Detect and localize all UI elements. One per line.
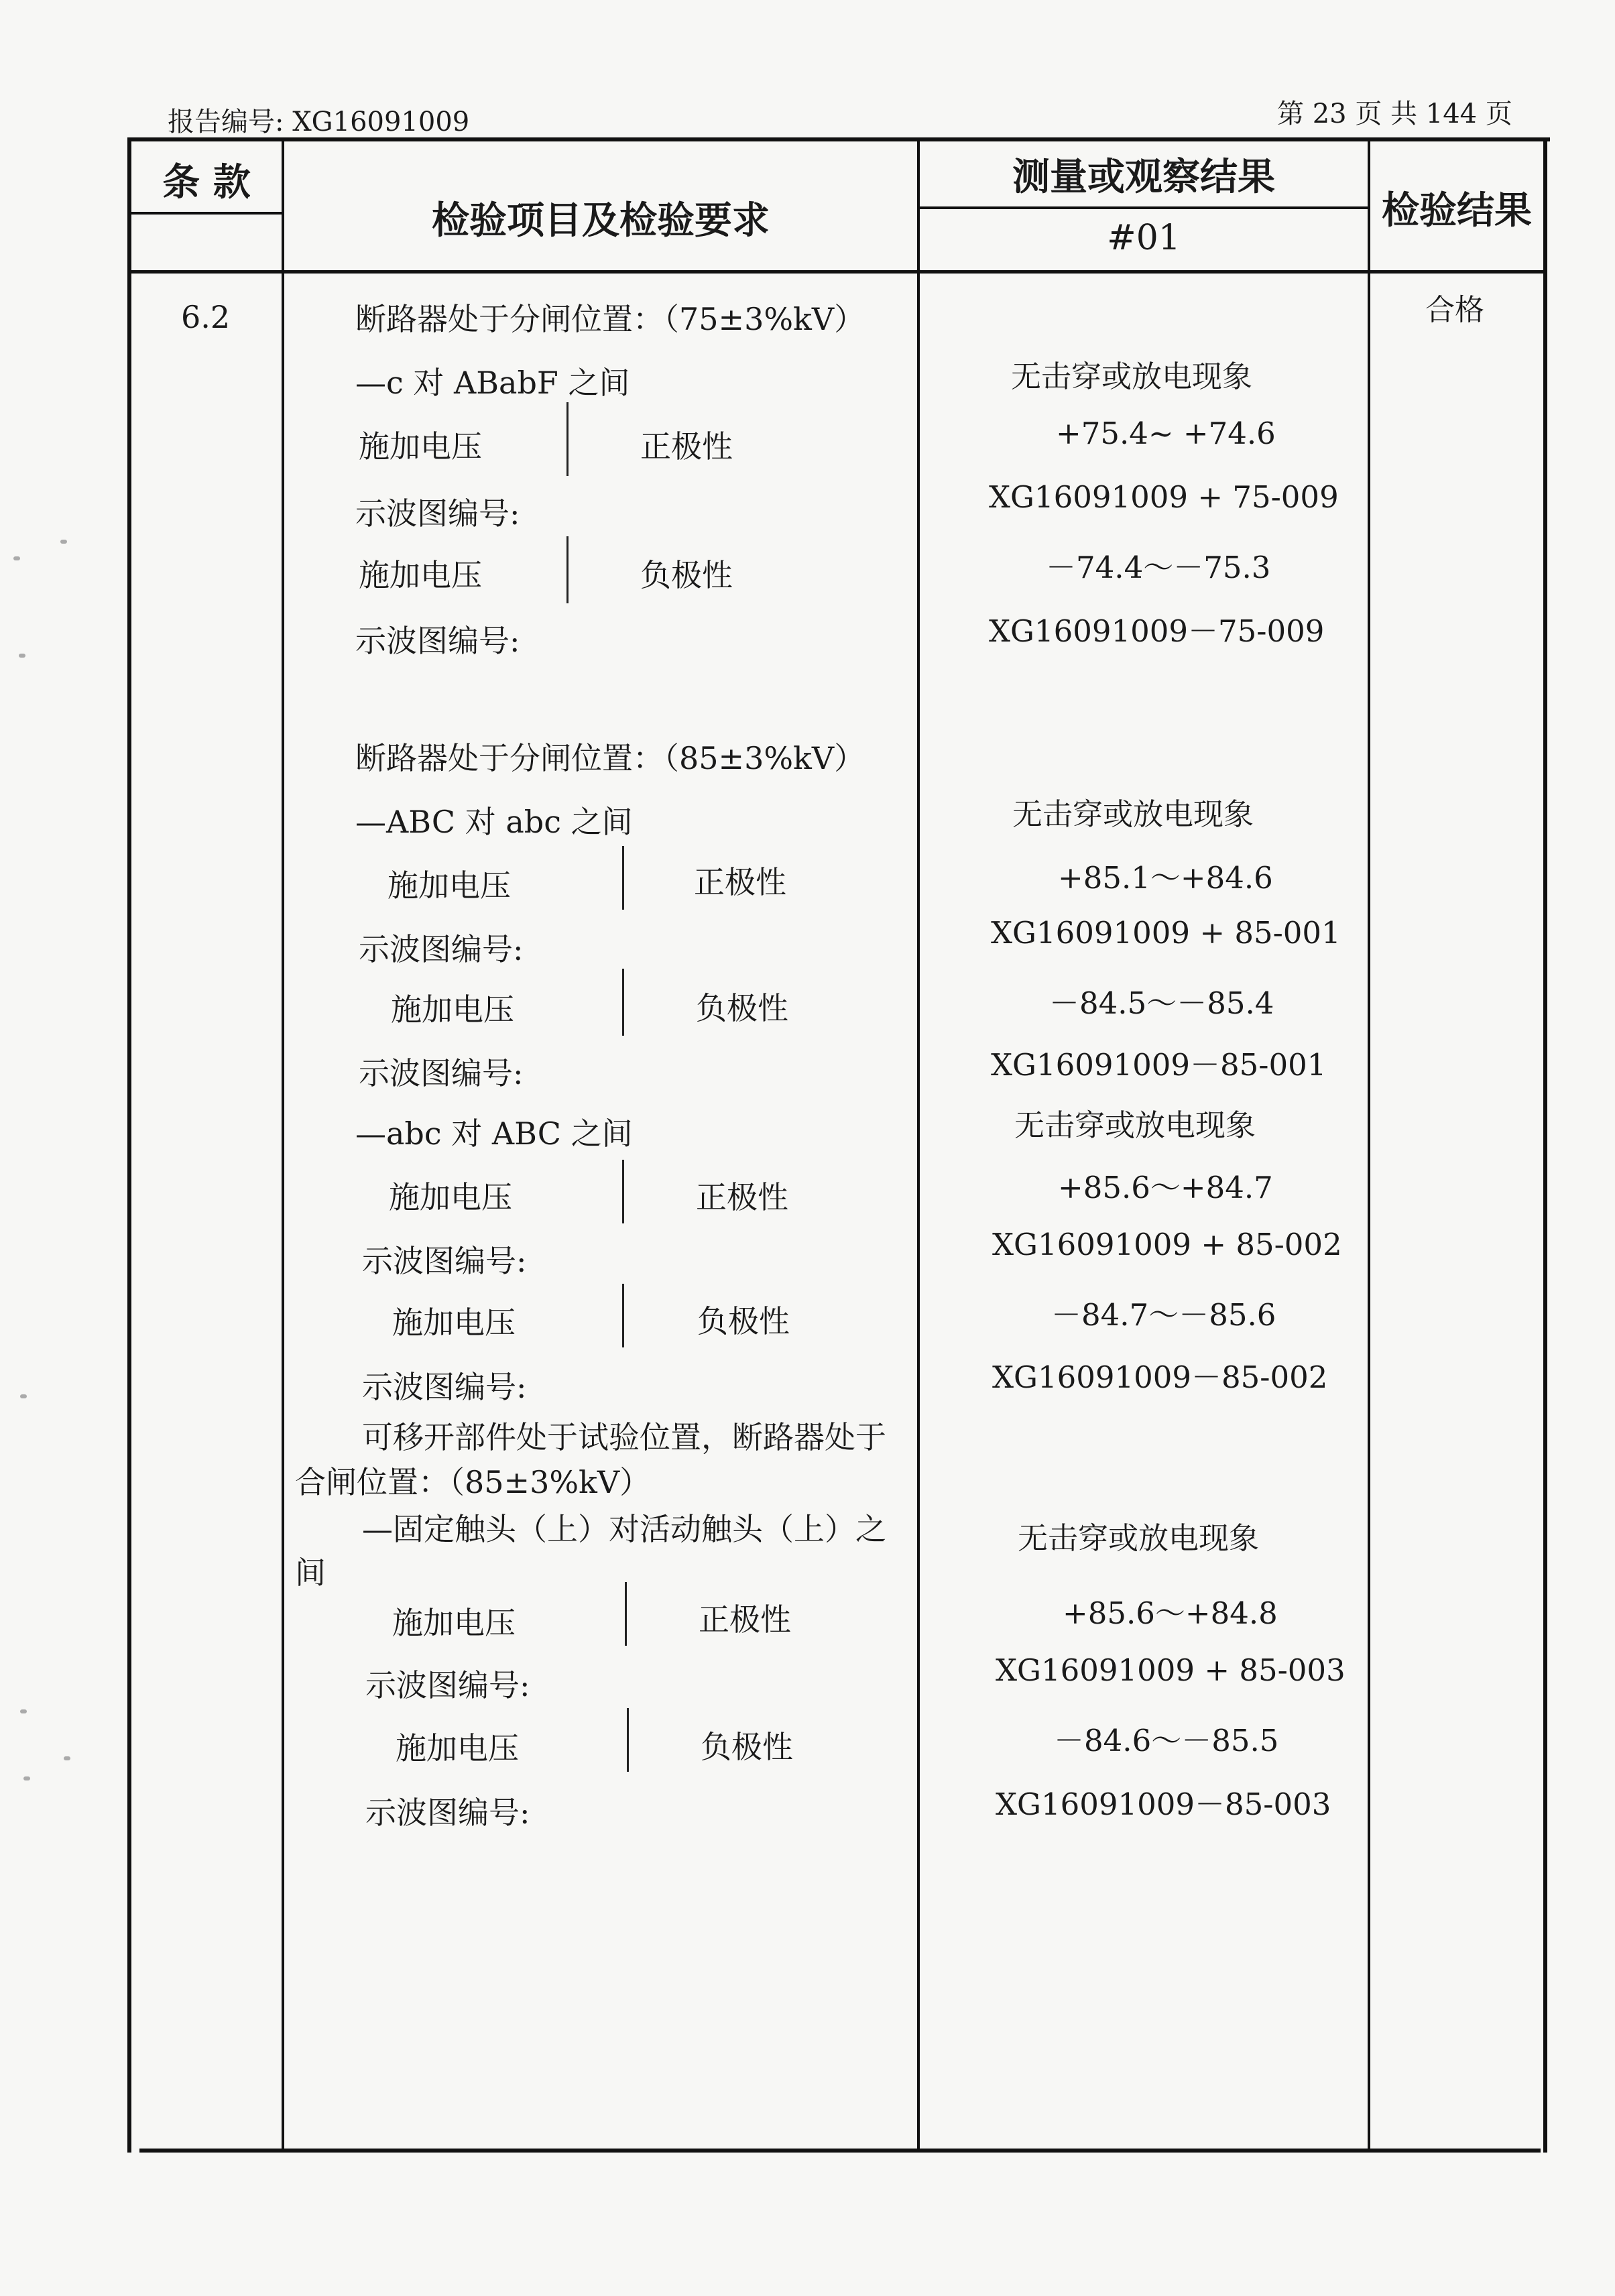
oscillogram-id: XG16091009 + 75-009 xyxy=(989,479,1339,515)
polarity-label: 负极性 xyxy=(696,990,788,1026)
oscillogram-id: XG16091009－75-009 xyxy=(989,613,1325,649)
oscillogram-label: 示波图编号: xyxy=(365,1667,530,1703)
oscillogram-label: 示波图编号: xyxy=(365,1795,530,1831)
oscillogram-label: 示波图编号: xyxy=(355,623,520,659)
voltage-label: 施加电压 xyxy=(396,1730,519,1766)
header-item: 检验项目及检验要求 xyxy=(432,199,770,243)
oscillogram-id: XG16091009 + 85-002 xyxy=(992,1227,1342,1262)
voltage-label: 施加电压 xyxy=(392,1305,516,1341)
observation-text: 无击穿或放电现象 xyxy=(1014,1107,1256,1143)
oscillogram-label: 示波图编号: xyxy=(362,1243,527,1279)
voltage-label: 施加电压 xyxy=(391,991,514,1028)
result-pass: 合格 xyxy=(1425,293,1484,327)
polarity-label: 正极性 xyxy=(640,428,733,465)
oscillogram-id: XG16091009 + 85-003 xyxy=(996,1652,1345,1688)
voltage-label: 施加电压 xyxy=(392,1605,516,1641)
voltage-value: －84.6～－85.5 xyxy=(1054,1723,1279,1758)
voltage-label: 施加电压 xyxy=(359,557,482,593)
phase-line: —abc 对 ABC 之间 xyxy=(355,1115,633,1152)
voltage-value: +85.1～+84.6 xyxy=(1058,860,1273,896)
condition-line: 断路器处于分闸位置：（85±3%kV） xyxy=(355,740,865,776)
voltage-label: 施加电压 xyxy=(387,867,511,904)
header-clause: 条 款 xyxy=(162,161,251,204)
voltage-value: +85.6～+84.7 xyxy=(1058,1170,1273,1205)
oscillogram-id: XG16091009－85-001 xyxy=(991,1047,1327,1083)
condition-line-cont: 合闸位置：（85±3%kV） xyxy=(295,1464,651,1500)
voltage-label: 施加电压 xyxy=(359,428,482,465)
phase-line: —c 对 ABabF 之间 xyxy=(355,365,630,401)
oscillogram-label: 示波图编号: xyxy=(359,1055,524,1091)
voltage-value: －74.4～－75.3 xyxy=(1046,550,1271,585)
condition-line: 断路器处于分闸位置：（75±3%kV） xyxy=(355,301,865,337)
header-sample: #01 xyxy=(1107,218,1181,258)
oscillogram-label: 示波图编号: xyxy=(355,495,520,532)
voltage-value: －84.7～－85.6 xyxy=(1051,1297,1276,1333)
clause-number: 6.2 xyxy=(181,299,231,335)
header-measurement: 测量或观察结果 xyxy=(1012,156,1275,199)
oscillogram-label: 示波图编号: xyxy=(362,1369,527,1405)
oscillogram-id: XG16091009－85-003 xyxy=(996,1787,1331,1822)
voltage-value: +75.4~ +74.6 xyxy=(1056,416,1276,451)
polarity-label: 正极性 xyxy=(694,864,786,900)
observation-text: 无击穿或放电现象 xyxy=(1011,359,1253,394)
phase-line: —ABC 对 abc 之间 xyxy=(355,804,633,840)
oscillogram-id: XG16091009 + 85-001 xyxy=(991,915,1341,951)
oscillogram-label: 示波图编号: xyxy=(359,931,524,967)
polarity-label: 正极性 xyxy=(699,1602,791,1638)
observation-text: 无击穿或放电现象 xyxy=(1018,1520,1260,1556)
report-number: 报告编号: XG16091009 xyxy=(168,107,470,137)
polarity-label: 正极性 xyxy=(696,1179,788,1215)
polarity-label: 负极性 xyxy=(640,557,733,593)
phase-line: —固定触头（上）对活动触头（上）之 xyxy=(362,1511,886,1547)
phase-line-cont: 间 xyxy=(295,1555,326,1591)
voltage-label: 施加电压 xyxy=(389,1179,512,1215)
polarity-label: 负极性 xyxy=(697,1303,790,1339)
observation-text: 无击穿或放电现象 xyxy=(1012,796,1254,832)
polarity-label: 负极性 xyxy=(701,1729,793,1765)
oscillogram-id: XG16091009－85-002 xyxy=(992,1360,1328,1395)
voltage-value: +85.6～+84.8 xyxy=(1063,1595,1278,1631)
header-result: 检验结果 xyxy=(1382,189,1532,233)
condition-line: 可移开部件处于试验位置，断路器处于 xyxy=(362,1419,886,1455)
page-info: 第 23 页 共 144 页 xyxy=(1277,99,1512,129)
voltage-value: －84.5～－85.4 xyxy=(1049,985,1274,1021)
